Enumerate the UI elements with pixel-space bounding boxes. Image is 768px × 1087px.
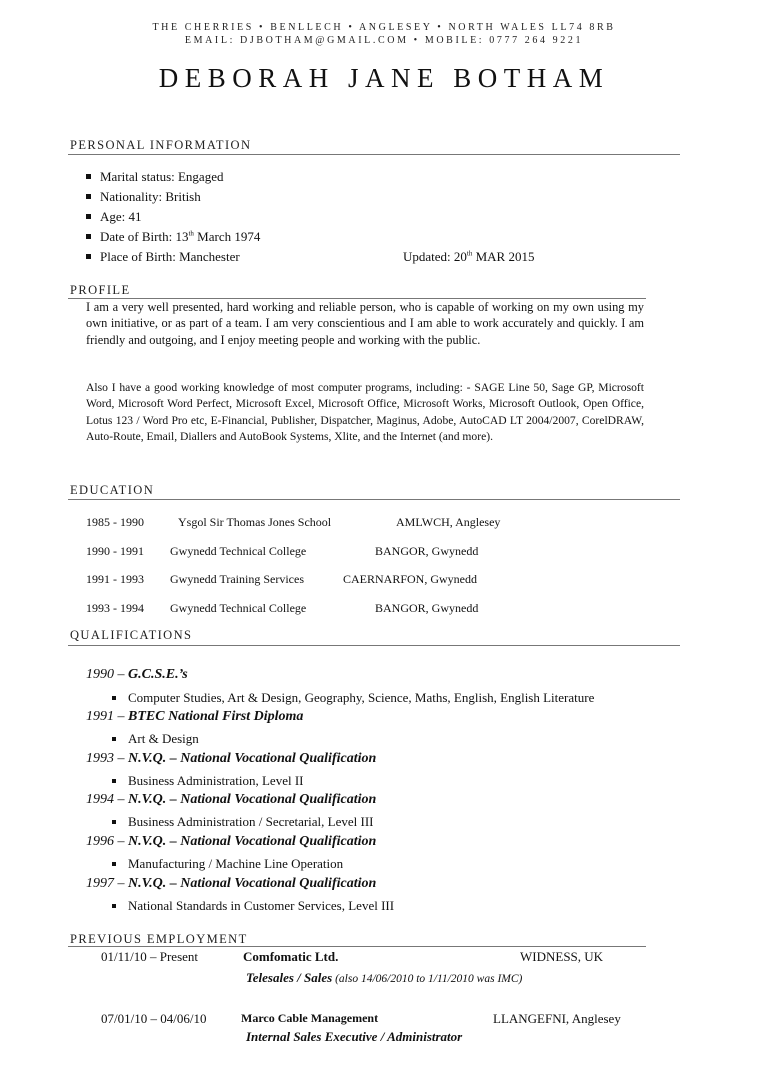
contact-line: EMAIL: DJBOTHAM@GMAIL.COM • MOBILE: 0777 264 9221 — [184, 35, 584, 46]
section-title-profile: PROFILE — [70, 283, 131, 297]
bullet-icon — [112, 779, 116, 783]
section-rule — [68, 946, 646, 947]
skills-paragraph: Also I have a good working knowledge of most computer programs, including: - SAGE Line 50, Sage GP, Microsoft Word, Microsoft Word Perfect, Microsoft Excel, Microsoft Office, Microsoft Works, Microsoft Outlook, Open Office, Lotus 123 / Word Pro etc, E-Financial, Publisher, Dispatcher, Maginus, Adobe, AutoCAD LT 2004/2007, CorelDRAW, Auto-Route, Email, Diallers and AutoBook Systems, Xlite, and the Internet (and more). — [86, 381, 644, 444]
section-title-personal: PERSONAL INFORMATION — [70, 138, 252, 152]
edu-years: 1990 - 1991 — [86, 544, 144, 558]
edu-years: 1985 - 1990 — [86, 515, 144, 529]
bullet-icon — [112, 737, 116, 741]
qualification-detail: Business Administration, Level II — [112, 773, 303, 789]
edu-years: 1991 - 1993 — [86, 572, 144, 586]
section-rule — [68, 154, 680, 155]
bullet-icon — [86, 254, 91, 259]
job-company: Marco Cable Management — [241, 1011, 379, 1025]
list-item: Age: 41 — [86, 209, 142, 225]
qualification-heading: 1990 – G.C.S.E.’s — [86, 667, 188, 682]
updated-date: Updated: 20th MAR 2015 — [403, 249, 535, 264]
edu-place: CAERNARFON, Gwynedd — [343, 572, 478, 586]
edu-school: Ysgol Sir Thomas Jones School — [178, 515, 332, 529]
qualification-heading: 1996 – N.V.Q. – National Vocational Qualification — [86, 834, 377, 849]
edu-place: BANGOR, Gwynedd — [375, 601, 479, 615]
job-location: LLANGEFNI, Anglesey — [493, 1011, 621, 1026]
bullet-icon — [112, 862, 116, 866]
bullet-icon — [86, 174, 91, 179]
edu-school: Gwynedd Technical College — [170, 601, 307, 615]
list-item: Nationality: British — [86, 189, 201, 205]
job-dates: 01/11/10 – Present — [101, 949, 199, 964]
qualification-heading: 1997 – N.V.Q. – National Vocational Qualification — [86, 876, 377, 891]
bullet-icon — [86, 234, 91, 239]
bullet-icon — [112, 904, 116, 908]
qualification-detail: Art & Design — [112, 731, 199, 747]
edu-place: BANGOR, Gwynedd — [375, 544, 479, 558]
qualification-heading: 1993 – N.V.Q. – National Vocational Qualification — [86, 751, 377, 766]
job-location: WIDNESS, UK — [520, 949, 604, 964]
list-item: Marital status: Engaged — [86, 169, 223, 185]
qualification-detail: Computer Studies, Art & Design, Geography, Science, Maths, English, English Literature — [112, 690, 594, 706]
qualification-detail: Business Administration / Secretarial, Level III — [112, 814, 374, 830]
person-name: DEBORAH JANE BOTHAM — [158, 63, 610, 93]
job-company: Comfomatic Ltd. — [243, 949, 339, 964]
address-line: THE CHERRIES • BENLLECH • ANGLESEY • NORTH WALES LL74 8RB — [152, 22, 616, 33]
edu-years: 1993 - 1994 — [86, 601, 144, 615]
section-title-qualifications: QUALIFICATIONS — [70, 628, 193, 642]
list-item: Place of Birth: Manchester — [86, 249, 240, 265]
qualification-detail: National Standards in Customer Services, Level III — [112, 898, 394, 914]
qualification-heading: 1994 – N.V.Q. – National Vocational Qualification — [86, 792, 377, 807]
job-dates: 07/01/10 – 04/06/10 — [101, 1011, 207, 1026]
section-rule — [68, 499, 680, 500]
job-role: Internal Sales Executive / Administrator — [246, 1029, 463, 1044]
qualification-detail: Manufacturing / Machine Line Operation — [112, 856, 343, 872]
section-title-employment: PREVIOUS EMPLOYMENT — [70, 932, 248, 946]
qualification-heading: 1991 – BTEC National First Diploma — [86, 709, 304, 724]
bullet-icon — [86, 194, 91, 199]
profile-paragraph: I am a very well presented, hard working and reliable person, who is capable of working on my own using my own initiative, or as part of a team. I am very conscientious and I am able to work accurately and quickly. I am friendly and outgoing, and I enjoy meeting people and working with the public. — [86, 300, 644, 347]
bullet-icon — [112, 696, 116, 700]
section-title-education: EDUCATION — [70, 483, 155, 497]
section-rule — [68, 645, 680, 646]
edu-school: Gwynedd Training Services — [170, 572, 304, 586]
edu-school: Gwynedd Technical College — [170, 544, 307, 558]
bullet-icon — [86, 214, 91, 219]
list-item: Date of Birth: 13th March 1974 — [86, 229, 260, 245]
edu-place: AMLWCH, Anglesey — [396, 515, 501, 529]
bullet-icon — [112, 820, 116, 824]
job-role: Telesales / Sales (also 14/06/2010 to 1/11/2010 was IMC) — [246, 970, 523, 985]
